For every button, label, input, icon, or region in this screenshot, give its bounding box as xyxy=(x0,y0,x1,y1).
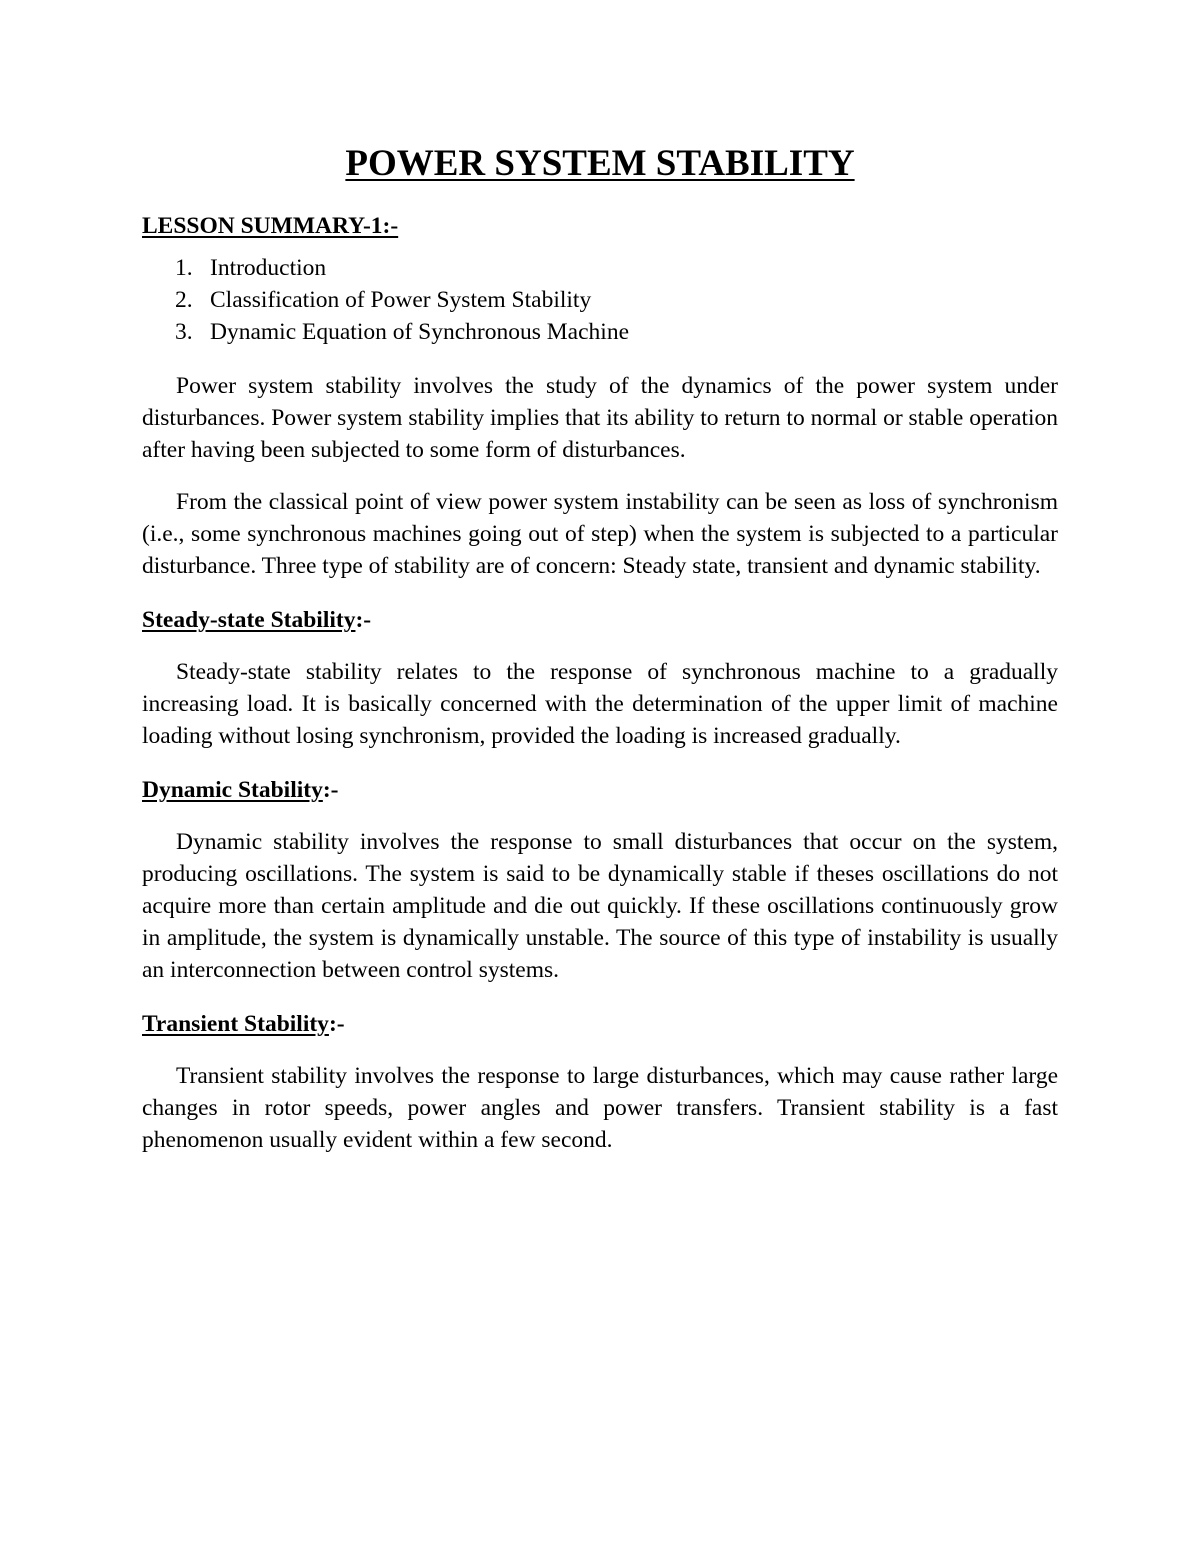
list-item xyxy=(142,284,1058,316)
list-item xyxy=(142,252,1058,284)
section-body-steady-state: Steady-state stability relates to the response of synchronous machine to a gradually increasing load. It is basically concerned with the determination of the upper limit of machine loading without losing synchronism, provided the loading is increased gradually. xyxy=(142,659,1058,749)
list-item-number: 2. xyxy=(175,287,193,313)
intro-paragraph-1: Power system stability involves the study of the dynamics of the power system under disturbances. Power system stability implies that its ability to return to normal or stable operation after having been subjected to some form of disturbances. xyxy=(142,373,1058,463)
list-item-number: 1. xyxy=(175,255,193,281)
section-body-dynamic: Dynamic stability involves the response to small disturbances that occur on the system, producing oscillations. The system is said to be dynamically stable if theses oscillations do not acquire more than certain amplitude and die out quickly. If these oscillations continuously grow in amplitude, the system is dynamically unstable. The source of this type of instability is usually an interconnection between control systems. xyxy=(142,829,1058,983)
list-item-text: Introduction xyxy=(210,255,327,281)
lesson-summary-list xyxy=(142,252,1058,348)
section-heading-suffix: :- xyxy=(355,607,372,633)
page-title-text: POWER SYSTEM STABILITY xyxy=(345,143,855,184)
lesson-summary-heading xyxy=(142,210,1058,242)
section-heading-text: Dynamic Stability xyxy=(142,777,323,803)
section-heading-suffix: :- xyxy=(328,1011,345,1037)
list-item-text: Dynamic Equation of Synchronous Machine xyxy=(210,319,629,345)
section-heading-dynamic xyxy=(142,774,1058,806)
section-heading-text: Steady-state Stability xyxy=(142,607,356,633)
section-heading-steady-state xyxy=(142,604,1058,636)
section-body-transient: Transient stability involves the response to large disturbances, which may cause rather large changes in rotor speeds, power angles and power transfers. Transient stability is a fast phenomenon usually evident within a few second. xyxy=(142,1063,1058,1153)
page-title xyxy=(142,140,1058,188)
list-item-text: Classification of Power System Stability xyxy=(210,287,592,313)
list-item-number: 3. xyxy=(175,319,193,345)
section-heading-text: Transient Stability xyxy=(142,1011,329,1037)
section-heading-suffix: :- xyxy=(322,777,339,803)
intro-paragraph-2: From the classical point of view power system instability can be seen as loss of synchronism (i.e., some synchronous machines going out of step) when the system is subjected to a particular disturbance. Three type of stability are of concern: Steady state, transient and dynamic stability. xyxy=(142,489,1058,579)
lesson-summary-heading-text: LESSON SUMMARY-1:- xyxy=(142,213,399,239)
list-item xyxy=(142,316,1058,348)
page-content xyxy=(142,140,1058,1156)
section-heading-transient xyxy=(142,1008,1058,1040)
